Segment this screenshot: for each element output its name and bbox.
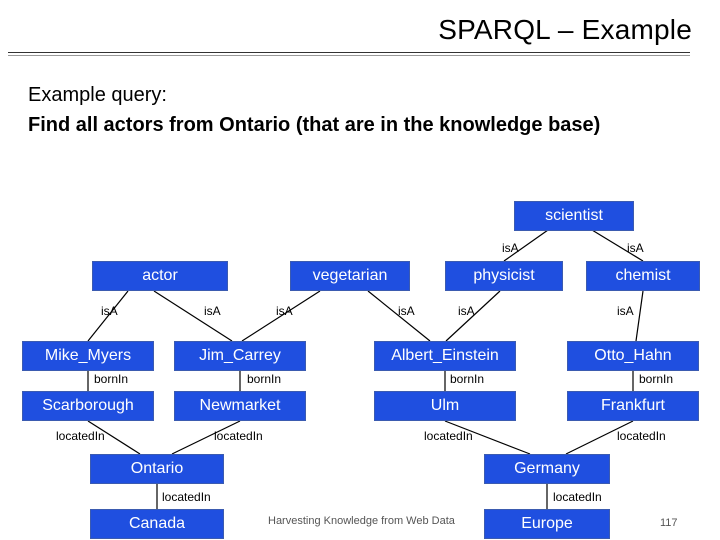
label-isa-jim-actor: isA	[204, 304, 221, 318]
label-isa-scientist-chemist: isA	[627, 241, 644, 255]
node-physicist: physicist	[445, 261, 563, 291]
edge-otto-chemist	[636, 291, 643, 341]
node-frankfurt: Frankfurt	[567, 391, 699, 421]
page-number: 117	[660, 517, 678, 529]
node-albert-einstein: Albert_Einstein	[374, 341, 516, 371]
node-europe: Europe	[484, 509, 610, 539]
node-ontario: Ontario	[90, 454, 224, 484]
label-locatedin-germany: locatedIn	[553, 490, 602, 504]
node-vegetarian: vegetarian	[290, 261, 410, 291]
label-locatedin-newmarket: locatedIn	[214, 429, 263, 443]
label-locatedin-scarborough: locatedIn	[56, 429, 105, 443]
node-mike-myers: Mike_Myers	[22, 341, 154, 371]
label-isa-otto-chemist: isA	[617, 304, 634, 318]
node-canada: Canada	[90, 509, 224, 539]
label-isa-einstein-vegetarian: isA	[398, 304, 415, 318]
query-line: Find all actors from Ontario (that are in the knowledge base)	[28, 114, 601, 136]
node-otto-hahn: Otto_Hahn	[567, 341, 699, 371]
node-germany: Germany	[484, 454, 610, 484]
footer-text: Harvesting Knowledge from Web Data	[268, 515, 455, 527]
label-bornin-einstein: bornIn	[450, 372, 485, 386]
node-chemist: chemist	[586, 261, 700, 291]
node-scientist: scientist	[514, 201, 634, 231]
label-isa-jim-vegetarian: isA	[276, 304, 293, 318]
label-locatedin-frankfurt: locatedIn	[617, 429, 666, 443]
node-newmarket: Newmarket	[174, 391, 306, 421]
label-isa-einstein-physicist: isA	[458, 304, 475, 318]
node-actor: actor	[92, 261, 228, 291]
node-scarborough: Scarborough	[22, 391, 154, 421]
node-jim-carrey: Jim_Carrey	[174, 341, 306, 371]
label-locatedin-ulm: locatedIn	[424, 429, 473, 443]
label-bornin-mike: bornIn	[94, 372, 129, 386]
slide-title: SPARQL – Example	[438, 14, 692, 45]
label-bornin-otto: bornIn	[639, 372, 674, 386]
label-isa-scientist-physicist: isA	[502, 241, 519, 255]
label-isa-mike-actor: isA	[101, 304, 118, 318]
node-ulm: Ulm	[374, 391, 516, 421]
intro-line: Example query:	[28, 84, 167, 106]
label-bornin-jim: bornIn	[247, 372, 282, 386]
label-locatedin-ontario: locatedIn	[162, 490, 211, 504]
